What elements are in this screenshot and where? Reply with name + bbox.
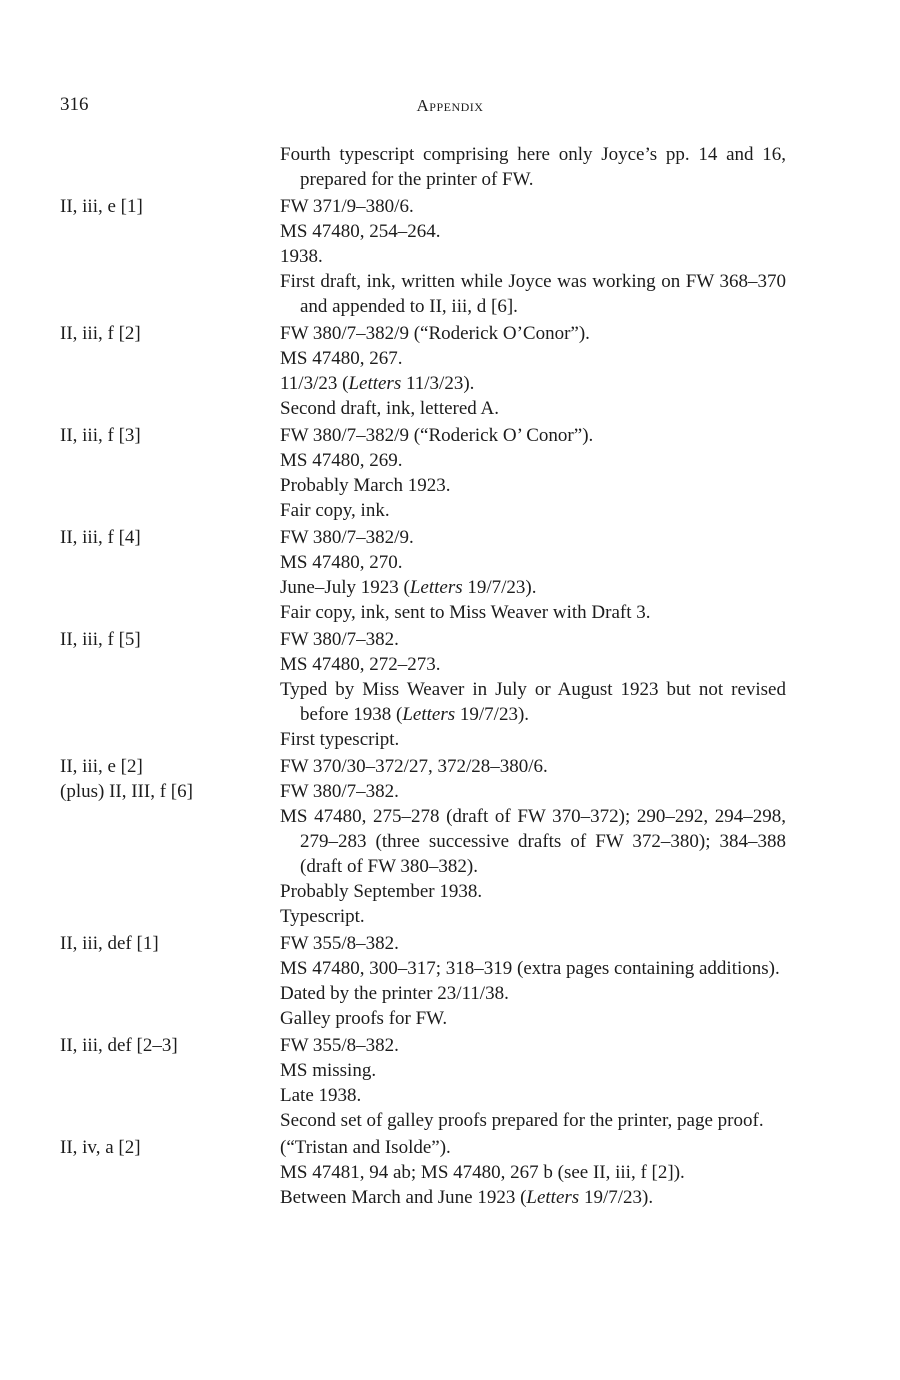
appendix-entry (60, 142, 786, 192)
appendix-entry (60, 321, 786, 421)
entry-line (280, 575, 786, 600)
line-text: Dated by the printer 23/11/38. (280, 983, 509, 1004)
appendix-entry (60, 754, 786, 929)
line-text: MS 47480, 270. (280, 552, 403, 573)
line-text: 19/7/23). (462, 577, 537, 598)
entry-details (280, 1135, 786, 1210)
entry-line (280, 754, 786, 779)
entry-line (280, 1033, 786, 1058)
line-text: Fourth typescript comprising here only Joyce’s pp. 14 and 16, prepared for the printer of FW. (280, 144, 786, 190)
entry-label: II, iii, f [2] (60, 323, 141, 344)
page-number: 316 (60, 94, 89, 115)
entry-line (280, 550, 786, 575)
entry-line (280, 269, 786, 319)
line-text: FW 380/7–382/9. (280, 527, 414, 548)
entry-line (280, 1058, 786, 1083)
line-text: FW 380/7–382. (280, 781, 399, 802)
italic-title: Letters (348, 373, 402, 394)
entry-line (280, 1160, 786, 1185)
line-text: MS 47480, 272–273. (280, 654, 441, 675)
appendix-entry (60, 1135, 786, 1210)
entry-line (280, 879, 786, 904)
entry-line (280, 498, 786, 523)
entry-details (280, 1033, 786, 1133)
entry-line (280, 1185, 786, 1210)
entry-line (280, 525, 786, 550)
entry-details (280, 525, 786, 625)
entry-details (280, 627, 786, 752)
line-text: June–July 1923 ( (280, 577, 410, 598)
appendix-entry (60, 423, 786, 523)
line-text: FW 380/7–382/9 (“Roderick O’ Conor”). (280, 425, 594, 446)
line-text: (“Tristan and Isolde”). (280, 1137, 451, 1158)
entry-line (280, 1083, 786, 1108)
entry-line (280, 904, 786, 929)
line-text: 19/7/23). (455, 704, 530, 725)
entry-line (280, 956, 786, 981)
entry-line (280, 346, 786, 371)
entry-line (280, 448, 786, 473)
entry-label: II, iii, e [2] (plus) II, III, f [6] (60, 756, 193, 802)
entry-line (280, 371, 786, 396)
entry-line (280, 219, 786, 244)
line-text: Probably March 1923. (280, 475, 451, 496)
entry-line (280, 652, 786, 677)
entry-label: II, iii, f [3] (60, 425, 141, 446)
entry-label: II, iv, a [2] (60, 1137, 141, 1158)
line-text: Typescript. (280, 906, 365, 927)
line-text: Between March and June 1923 ( (280, 1187, 527, 1208)
entry-line (280, 677, 786, 727)
entry-line (280, 779, 786, 804)
line-text: FW 380/7–382/9 (“Roderick O’Conor”). (280, 323, 590, 344)
entry-label: II, iii, f [5] (60, 629, 141, 650)
entry-details (280, 194, 786, 319)
entry-details (280, 142, 786, 192)
line-text: 1938. (280, 246, 323, 267)
line-text: FW 371/9–380/6. (280, 196, 414, 217)
entry-line (280, 627, 786, 652)
entry-line (280, 423, 786, 448)
line-text: Typed by Miss Weaver in July or August 1923 but not revised before 1938 ( (280, 679, 786, 725)
entry-line (280, 142, 786, 192)
italic-title: Letters (409, 577, 463, 598)
line-text: Galley proofs for FW. (280, 1008, 448, 1029)
line-text: MS 47480, 269. (280, 450, 403, 471)
entry-line (280, 1135, 786, 1160)
line-text: 11/3/23). (401, 373, 475, 394)
entry-line (280, 931, 786, 956)
italic-title: Letters (402, 704, 456, 725)
entry-line (280, 1006, 786, 1031)
line-text: Second set of galley proofs prepared for the printer, page proof. (280, 1110, 764, 1131)
entry-label: II, iii, def [1] (60, 933, 159, 954)
entry-details (280, 321, 786, 421)
entry-line (280, 600, 786, 625)
line-text: First draft, ink, written while Joyce was working on FW 368–370 and appended to II, iii, d [6]. (280, 271, 786, 317)
line-text: FW 355/8–382. (280, 933, 399, 954)
entry-line (280, 194, 786, 219)
running-head-text: Appendix (416, 96, 484, 115)
entry-line (280, 321, 786, 346)
entry-line (280, 396, 786, 421)
entry-label: II, iii, def [2–3] (60, 1035, 178, 1056)
line-text: MS 47480, 275–278 (draft of FW 370–372); 290–292, 294–298, 279–283 (three successive drafts of FW 372–380); 384–388 (draft of FW 380–382). (280, 806, 786, 877)
entry-label: II, iii, e [1] (60, 196, 143, 217)
appendix-entry (60, 194, 786, 319)
entry-label (60, 142, 280, 192)
entry-line (280, 473, 786, 498)
line-text: 11/3/23 ( (280, 373, 349, 394)
appendix-entry (60, 525, 786, 625)
running-head (0, 96, 900, 116)
line-text: MS 47481, 94 ab; MS 47480, 267 b (see II, iii, f [2]). (280, 1162, 685, 1183)
line-text: First typescript. (280, 729, 400, 750)
line-text: FW 380/7–382. (280, 629, 399, 650)
entry-line (280, 727, 786, 752)
appendix-entry (60, 1033, 786, 1133)
entry-line (280, 981, 786, 1006)
line-text: MS 47480, 300–317; 318–319 (extra pages containing additions). (280, 958, 780, 979)
appendix-entry (60, 627, 786, 752)
line-text: Second draft, ink, lettered A. (280, 398, 499, 419)
line-text: MS 47480, 254–264. (280, 221, 441, 242)
line-text: Probably September 1938. (280, 881, 483, 902)
entry-label: II, iii, f [4] (60, 527, 141, 548)
appendix-entry (60, 931, 786, 1031)
appendix-entries (60, 142, 786, 1212)
line-text: MS missing. (280, 1060, 377, 1081)
line-text: MS 47480, 267. (280, 348, 403, 369)
italic-title: Letters (526, 1187, 580, 1208)
entry-line (280, 244, 786, 269)
entry-details (280, 423, 786, 523)
entry-line (280, 1108, 786, 1133)
line-text: Fair copy, ink, sent to Miss Weaver with Draft 3. (280, 602, 651, 623)
line-text: 19/7/23). (579, 1187, 654, 1208)
line-text: Fair copy, ink. (280, 500, 390, 521)
line-text: Late 1938. (280, 1085, 362, 1106)
entry-details (280, 931, 786, 1031)
line-text: FW 370/30–372/27, 372/28–380/6. (280, 756, 548, 777)
entry-line (280, 804, 786, 879)
entry-details (280, 754, 786, 929)
line-text: FW 355/8–382. (280, 1035, 399, 1056)
